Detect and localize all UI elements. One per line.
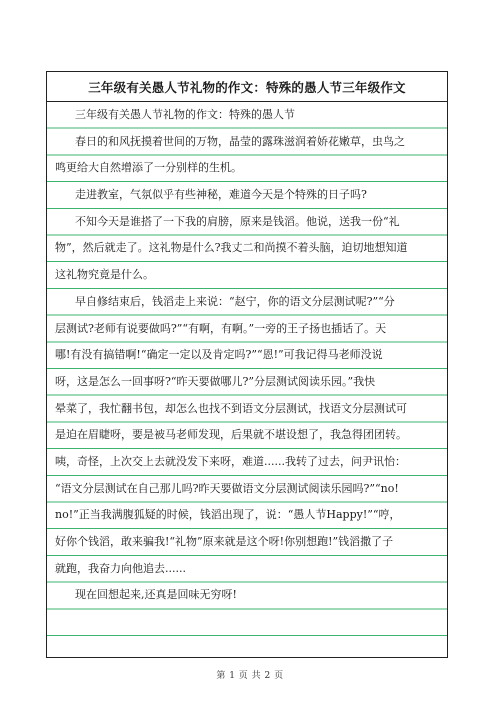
text-line bbox=[47, 636, 447, 658]
text-line: 就跑，我奋力向他追去...... bbox=[55, 561, 186, 575]
ruled-lines bbox=[47, 102, 447, 657]
text-line: 鸣更给大自然增添了一分别样的生机。 bbox=[55, 161, 242, 175]
document-title: 三年级有关愚人节礼物的作文：特殊的愚人节三年级作文 bbox=[47, 72, 447, 102]
text-line: “语文分层测试在自己那儿吗?昨天要做语文分层测试阅读乐园吗?”“no! bbox=[55, 481, 399, 495]
text-line: 咦，奇怪，上次交上去就没发下来呀，难道......我转了过去，问尹讯怡： bbox=[55, 454, 406, 468]
text-line: 现在回想起来,还真是回味无穷呀! bbox=[75, 588, 237, 602]
text-line: 呀，这是怎么一回事呀?“昨天要做哪儿?”分层测试阅读乐园。”我快 bbox=[55, 374, 376, 388]
text-line: 不知今天是谁搭了一下我的肩膀，原来是钱滔。他说，送我一份“礼 bbox=[75, 214, 400, 228]
text-line bbox=[47, 609, 447, 636]
text-line: 这礼物究竟是什么。 bbox=[55, 268, 154, 282]
text-line: 三年级有关愚人节礼物的作文：特殊的愚人节 bbox=[75, 108, 295, 121]
text-line: 好你个钱滔，敢来骗我!“礼物”原来就是这个呀!你别想跑!”钱滔撒了子 bbox=[55, 535, 394, 548]
page-footer: 第 1 页 共 2 页 bbox=[216, 671, 284, 681]
text-line: 春日的和风抚摸着世间的万物，晶莹的露珠滋润着娇花嫩草，虫鸟之 bbox=[75, 134, 405, 148]
text-line: no!”正当我满腹狐疑的时候，钱滔出现了，说：“愚人节Happy!”“哼， bbox=[55, 508, 401, 522]
document-table bbox=[46, 71, 448, 658]
text-line: 走进教室，气氛似乎有些神秘，难道今天是个特殊的日子吗? bbox=[75, 188, 367, 202]
text-line: 物”，然后就走了。这礼物是什么?我丈二和尚摸不着头脑，迫切地想知道 bbox=[55, 241, 408, 255]
text-line: 哪!有没有搞错啊!“确定一定以及肯定吗?”“恩!”可我记得马老师没说 bbox=[55, 348, 383, 362]
text-line: 早自修结束后，钱滔走上来说：“赵宁，你的语文分层测试呢?”“分 bbox=[75, 294, 395, 308]
document-body bbox=[47, 102, 447, 658]
text-line: 层测试?老师有说要做吗?”“有啊，有啊。”一旁的王子扬也插话了。天 bbox=[55, 321, 387, 335]
text-line: 晕菜了，我忙翻书包，却怎么也找不到语文分层测试，找语文分层测试可 bbox=[55, 401, 407, 415]
text-line: 是迫在眉睫呀，要是被马老师发现，后果就不堪设想了，我急得团团转。 bbox=[55, 428, 407, 442]
